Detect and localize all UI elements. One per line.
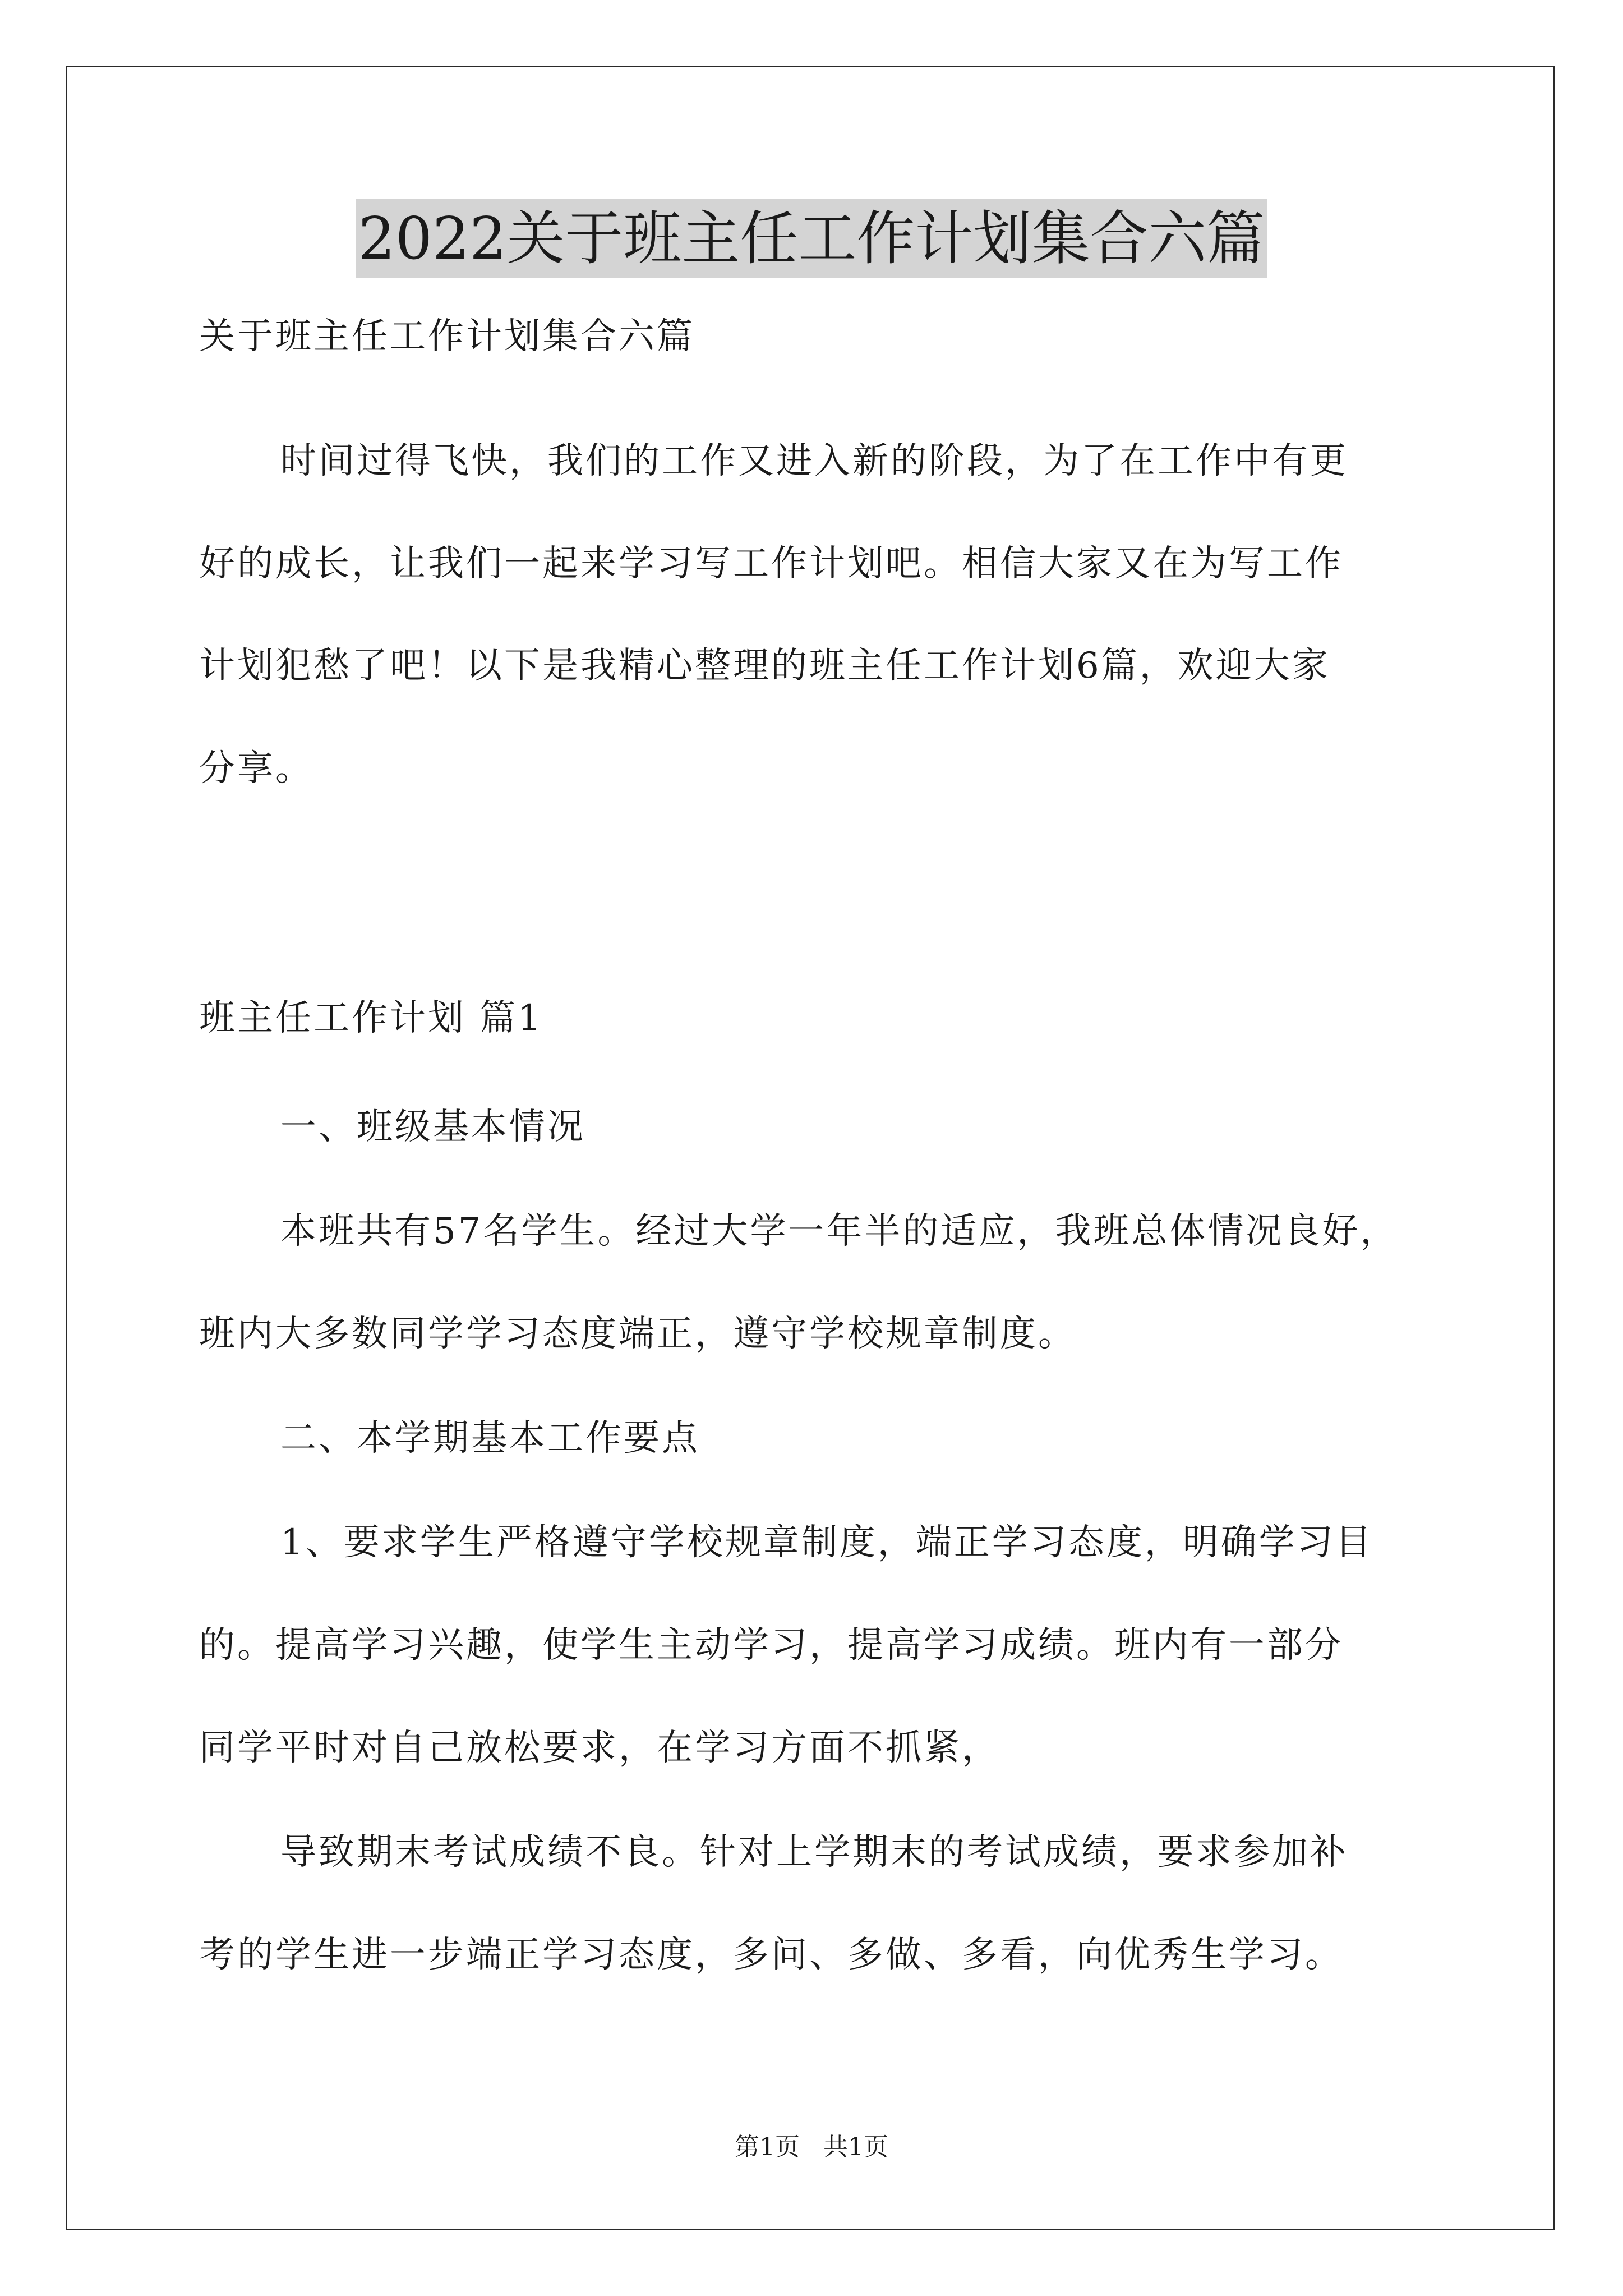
body-line-2: 班内大多数同学学习态度端正，遵守学校规章制度。 bbox=[199, 1313, 1076, 1355]
intro-line-4: 分享。 bbox=[199, 748, 313, 789]
page-footer: 第1页 共1页 bbox=[735, 2133, 888, 2161]
body-heading-2: 二、本学期基本工作要点 bbox=[280, 1418, 700, 1459]
body-line-5: 同学平时对自己放松要求，在学习方面不抓紧， bbox=[199, 1727, 1000, 1769]
title-container bbox=[0, 199, 1623, 278]
subtitle: 关于班主任工作计划集合六篇 bbox=[199, 316, 695, 357]
body-line-3: 1、要求学生严格遵守学校规章制度，端正学习态度，明确学习目 bbox=[280, 1522, 1373, 1563]
body-line-4: 的。提高学习兴趣，使学生主动学习，提高学习成绩。班内有一部分 bbox=[199, 1625, 1343, 1666]
body-line-6: 导致期末考试成绩不良。针对上学期末的考试成绩，要求参加补 bbox=[280, 1832, 1348, 1873]
intro-line-2: 好的成长，让我们一起来学习写工作计划吧。相信大家又在为写工作 bbox=[199, 543, 1343, 585]
section-heading: 班主任工作计划 篇1 bbox=[199, 997, 543, 1039]
body-line-1: 本班共有57名学生。经过大学一年半的适应，我班总体情况良好， bbox=[280, 1211, 1399, 1252]
intro-line-3: 计划犯愁了吧！以下是我精心整理的班主任工作计划6篇，欢迎大家 bbox=[199, 645, 1330, 687]
body-line-7: 考的学生进一步端正学习态度，多问、多做、多看，向优秀生学习。 bbox=[199, 1934, 1343, 1976]
document-title: 2022关于班主任工作计划集合六篇 bbox=[356, 199, 1267, 278]
body-heading-1: 一、班级基本情况 bbox=[280, 1106, 585, 1148]
intro-line-1: 时间过得飞快，我们的工作又进入新的阶段，为了在工作中有更 bbox=[280, 440, 1348, 482]
